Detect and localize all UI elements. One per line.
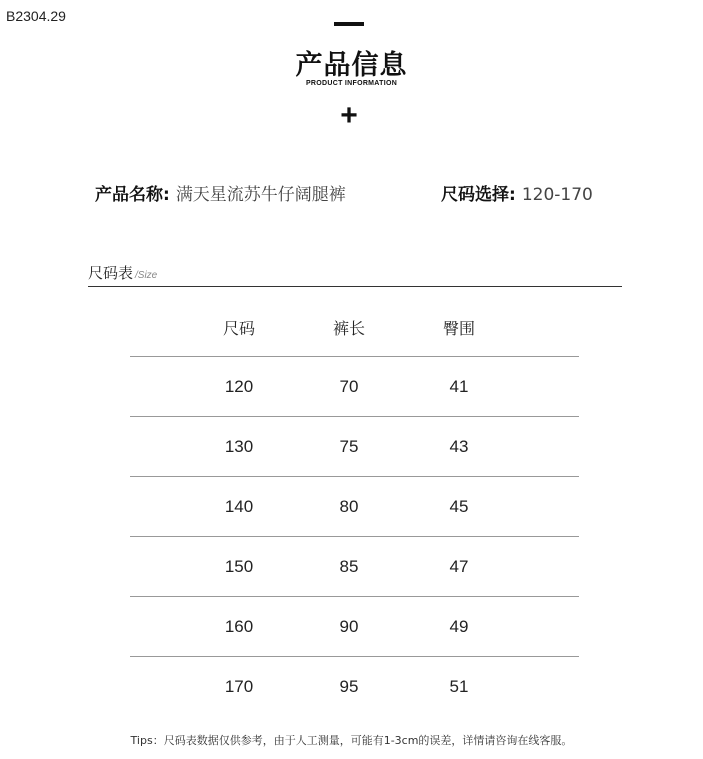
- length-cell: 95: [339, 676, 359, 696]
- tips-note: Tips：尺码表数据仅供参考，由于人工测量，可能有1-3cm的误差，详情请咨询在线客服。: [130, 734, 573, 747]
- product-name-label: 产品名称:: [95, 185, 170, 205]
- page-title: 产品信息: [295, 50, 408, 81]
- length-cell: 70: [339, 376, 359, 396]
- size-table: [130, 298, 579, 716]
- column-header-size: 尺码: [222, 318, 255, 338]
- product-name-row: [95, 180, 346, 205]
- hip-cell: 51: [449, 676, 469, 696]
- page-subtitle: PRODUCT INFORMATION: [305, 80, 398, 87]
- plus-icon: +: [340, 99, 358, 132]
- hip-cell: 41: [449, 376, 469, 396]
- size-cell: 140: [224, 496, 254, 516]
- hip-cell: 45: [449, 496, 469, 516]
- size-chart-title: 尺码表: [88, 264, 134, 282]
- table-row: [130, 417, 579, 477]
- product-code: B2304.29: [6, 8, 66, 24]
- table-row: [130, 537, 579, 597]
- size-cell: 160: [224, 616, 254, 636]
- length-cell: 80: [339, 496, 359, 516]
- length-cell: 75: [339, 436, 359, 456]
- column-header-length: 裤长: [332, 318, 365, 338]
- size-chart-title-en: /Size: [135, 270, 158, 281]
- size-range-value: 120-170: [521, 185, 593, 205]
- size-range-label: 尺码选择:: [441, 185, 516, 205]
- table-row: [130, 357, 579, 417]
- size-cell: 170: [224, 676, 254, 696]
- size-cell: 150: [224, 556, 254, 576]
- product-name-value: 满天星流苏牛仔阔腿裤: [175, 185, 346, 205]
- column-header-hip: 臀围: [442, 318, 475, 338]
- size-cell: 130: [224, 436, 254, 456]
- title-dash-decoration: [334, 22, 364, 26]
- hip-cell: 47: [449, 556, 469, 576]
- table-row: [130, 597, 579, 657]
- length-cell: 90: [339, 616, 359, 636]
- table-header: [130, 298, 579, 357]
- hip-cell: 49: [449, 616, 469, 636]
- size-range-row: [441, 180, 593, 205]
- size-cell: 120: [224, 376, 254, 396]
- table-row: [130, 657, 579, 716]
- length-cell: 85: [339, 556, 359, 576]
- hip-cell: 43: [449, 436, 469, 456]
- size-chart-heading: [88, 262, 157, 283]
- table-row: [130, 477, 579, 537]
- section-divider: [88, 286, 622, 287]
